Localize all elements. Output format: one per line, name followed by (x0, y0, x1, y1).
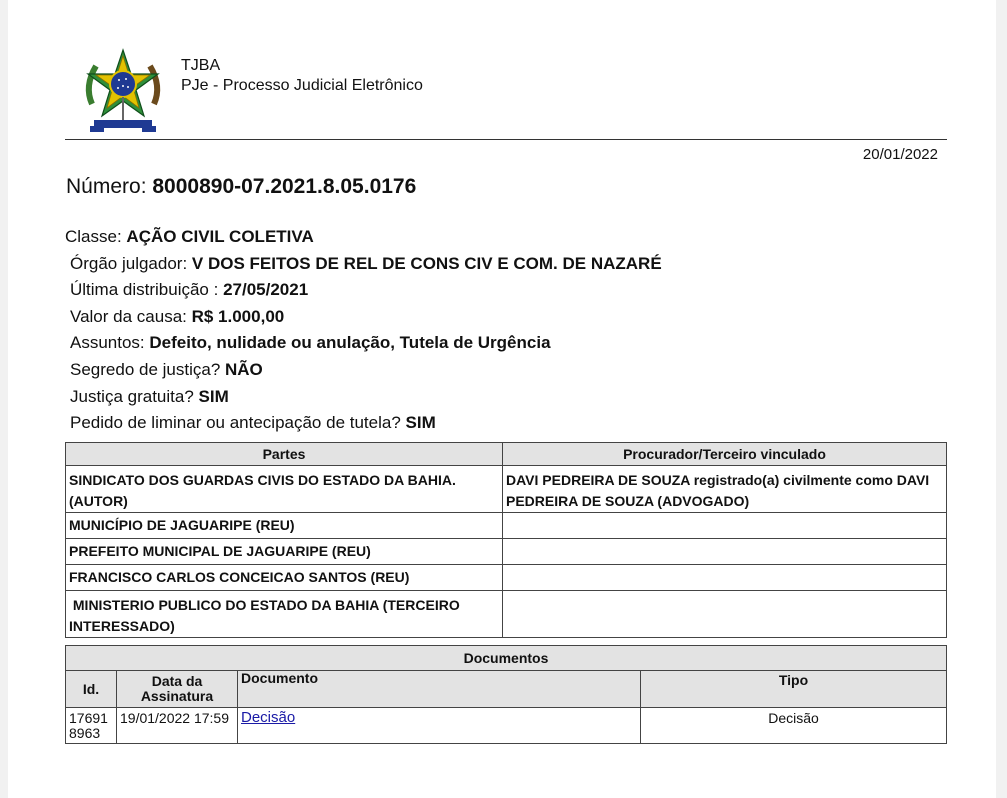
table-row (66, 591, 947, 638)
doc-date-cell: 19/01/2022 17:59 (117, 708, 238, 744)
procurador-cell (503, 591, 947, 638)
parte-cell: MUNICÍPIO DE JAGUARIPE (REU) (66, 513, 503, 539)
brazil-coat-of-arms-icon (78, 46, 168, 138)
tipo-header: Tipo (641, 671, 947, 708)
parte-cell: PREFEITO MUNICIPAL DE JAGUARIPE (REU) (66, 539, 503, 565)
field-ultima-distribuicao: Última distribuição : 27/05/2021 (70, 280, 309, 300)
procurador-cell (503, 539, 947, 565)
field-valor-causa: Valor da causa: R$ 1.000,00 (70, 306, 285, 326)
process-number-label: Número: (66, 175, 147, 198)
field-assuntos: Assuntos: Defeito, nulidade ou anulação, Tutela de Urgência (70, 333, 551, 353)
documentos-title: Documentos (66, 646, 947, 671)
id-header: Id. (66, 671, 117, 708)
parte-cell: FRANCISCO CARLOS CONCEICAO SANTOS (REU) (66, 565, 503, 591)
process-number-value: 8000890-07.2021.8.05.0176 (152, 175, 417, 198)
table-row (66, 539, 947, 565)
data-header: Data da Assinatura (117, 671, 238, 708)
system-name: PJe - Processo Judicial Eletrônico (181, 77, 423, 94)
procurador-cell: DAVI PEDREIRA DE SOUZA registrado(a) civilmente como DAVI PEDREIRA DE SOUZA (ADVOGADO) (503, 466, 947, 513)
table-row (66, 466, 947, 513)
procurador-header: Procurador/Terceiro vinculado (503, 443, 947, 466)
doc-id-cell: 17691 8963 (66, 708, 117, 744)
doc-name-cell (238, 708, 641, 744)
field-orgao-julgador: Órgão julgador: V DOS FEITOS DE REL DE CONS CIV E COM. DE NAZARÉ (70, 253, 662, 273)
procurador-cell (503, 565, 947, 591)
partes-table (65, 442, 947, 638)
table-row (66, 565, 947, 591)
parte-cell: SINDICATO DOS GUARDAS CIVIS DO ESTADO DA BAHIA. (AUTOR) (66, 466, 503, 513)
org-name: TJBA (181, 57, 221, 74)
process-fields (8, 224, 662, 437)
header-text (181, 56, 423, 96)
print-date: 20/01/2022 (862, 146, 938, 163)
document-page (8, 0, 996, 798)
field-classe: Classe: AÇÃO CIVIL COLETIVA (65, 227, 314, 246)
field-pedido-liminar: Pedido de liminar ou antecipação de tutela? SIM (70, 413, 436, 433)
document-link[interactable]: Decisão (241, 709, 296, 726)
partes-header: Partes (66, 443, 503, 466)
table-row (66, 708, 947, 744)
field-segredo-justica: Segredo de justiça? NÃO (70, 359, 263, 379)
parte-cell: MINISTERIO PUBLICO DO ESTADO DA BAHIA (TERCEIRO INTERESSADO) (66, 591, 503, 638)
documento-header: Documento (238, 671, 641, 708)
doc-type-cell: Decisão (641, 708, 947, 744)
field-justica-gratuita: Justiça gratuita? SIM (70, 386, 229, 406)
procurador-cell (503, 513, 947, 539)
documentos-table (65, 645, 947, 744)
process-number (66, 175, 416, 199)
table-row (66, 513, 947, 539)
header-divider (65, 139, 947, 140)
